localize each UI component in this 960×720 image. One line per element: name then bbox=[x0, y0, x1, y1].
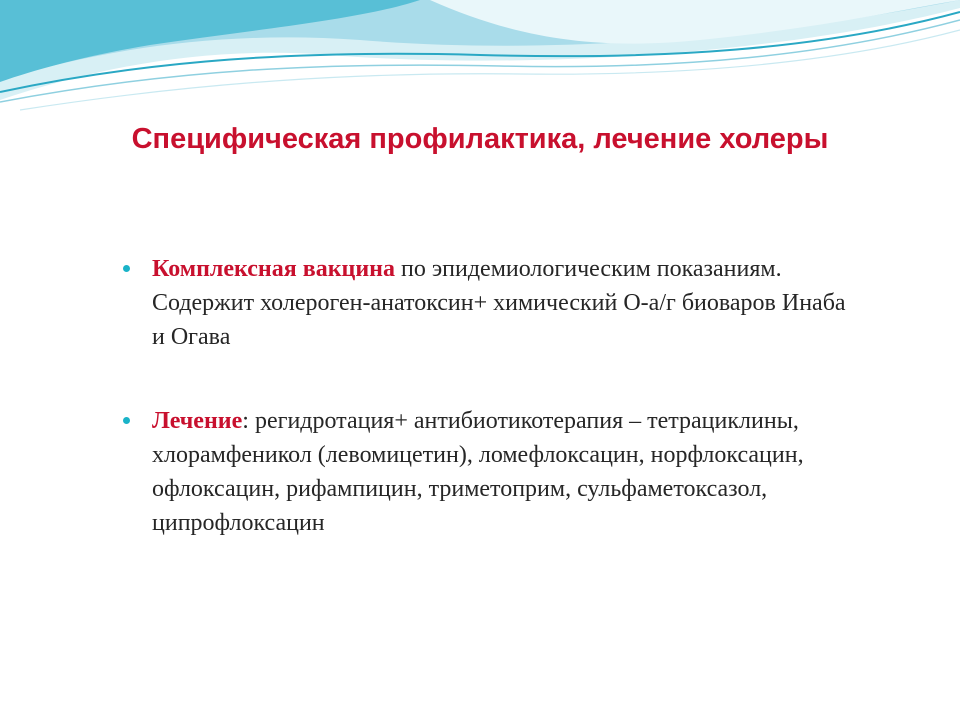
header-wave-decoration bbox=[0, 0, 960, 120]
bullet-list bbox=[120, 252, 860, 540]
slide-title: Специфическая профилактика, лечение холеры bbox=[131, 123, 829, 155]
bullet-text-vaccine: по эпидемиологическим показаниям. Содержит холероген-анатоксин+ химический О-а/г биоваров Инаба и Огава bbox=[152, 256, 846, 350]
bullet-term-treatment: Лечение bbox=[152, 408, 243, 434]
bullet-text-treatment: : регидротация+ антибиотикотерапия – тетрациклины, хлорамфеникол (левомицетин), ломефлоксацин, норфлоксацин, офлоксацин, рифампицин, триметоприм, сульфаметоксазол, ципрофлоксацин bbox=[152, 408, 804, 536]
bullet-dot-icon bbox=[123, 265, 130, 272]
bullet-dot-icon bbox=[123, 417, 130, 424]
bullet-item-treatment bbox=[120, 404, 860, 540]
bullet-item-vaccine bbox=[120, 252, 860, 354]
bullet-term-vaccine: Комплексная вакцина bbox=[152, 256, 396, 282]
